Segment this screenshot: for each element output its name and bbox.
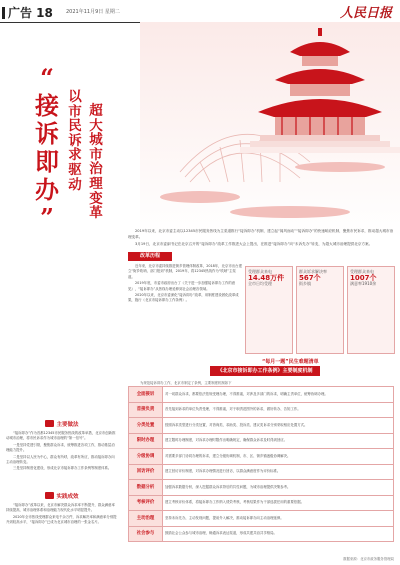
headline-char: “ (40, 63, 54, 92)
practice-paragraph: “接诉即办”作为首都12345市民服务热线的改革举措，北京市创新推动城市治理，将市民诉求作为城市治理的“第一信号”。 (6, 431, 116, 441)
table-row (129, 433, 394, 449)
table-row (129, 402, 394, 418)
row-key: 全面接诉 (129, 387, 163, 403)
headline-char: 接 (35, 91, 59, 120)
row-key: 分级协调 (129, 449, 163, 465)
newspaper-logo: 人民日报 (339, 6, 392, 21)
stat-tail: 街乡镇 (299, 281, 311, 286)
sub-char: 市 (68, 103, 82, 120)
headline-sub-1 (67, 90, 83, 192)
sub-char: 求 (68, 147, 82, 164)
table-row (129, 449, 394, 465)
stat-value: 14.48万件 (248, 274, 285, 282)
regulation-table (128, 386, 394, 542)
row-key: 考核评价 (129, 495, 163, 511)
row-key: 首接负责 (129, 402, 163, 418)
results-paragraph: 2020年全市热线受理群众来电千余万件，诉求解决率和满意率分别提升到较高水平，“接诉即办”已成为北京城市治理的一张金名片。 (6, 514, 117, 525)
row-text: 对需要多部门协同办理的诉求，建立分级协调机制，市、区、街乡镇逐级协调解决。 (163, 449, 394, 465)
reform-text (128, 264, 242, 305)
table-row (129, 511, 394, 527)
stat-box (347, 266, 395, 354)
section-icon (45, 492, 54, 499)
row-text: 按照诉求类型进行分类处置，对咨询类、求助类、投诉类、建议类诉求分别采取相应处置方式。 (163, 418, 394, 434)
illustration-caption: “每月一题”民生难题清单 (262, 359, 319, 365)
sub-char: 超 (89, 103, 103, 119)
section-heading (6, 492, 118, 501)
header-illustration (140, 22, 400, 237)
row-key: 主动治理 (129, 511, 163, 527)
table-note: 为规范接诉即办工作，北京市制定了条例，主要制度机制如下 (140, 381, 232, 385)
section-heading-text: 实践成效 (56, 494, 79, 500)
section-heading-text: 主要做法 (56, 422, 79, 428)
results-text (6, 503, 118, 527)
stat-box (296, 266, 344, 354)
practice-text (6, 431, 118, 473)
headline-sub-2 (88, 104, 104, 221)
practice-paragraph: 二是坚持以人民为中心，群众有所呼，改革有所应，推动接诉即办向主动治理转变。 (6, 454, 115, 465)
intro-text (128, 228, 396, 249)
headline-char: 办 (35, 175, 59, 204)
stat-label: 群众诉求解决率 (299, 269, 327, 274)
headline-char: 诉 (35, 119, 59, 148)
sub-char: 动 (68, 176, 82, 193)
issue-date: 2021年11月9日 星期二 (66, 9, 120, 15)
sub-char: 变 (89, 190, 103, 207)
sub-char: 以 (68, 89, 82, 105)
reform-title: 改革历程 (128, 252, 172, 261)
sub-char: 治 (89, 161, 103, 178)
sub-char: 市 (89, 146, 103, 163)
intro-paragraph: 2019年以来，北京市委主动以12345市民服务热线为主渠道推行“接诉即办”机制，建立起“闻风而动”“接诉即办”的快速响应机制，聚焦市民诉求，推动超大城市治理变革。 (128, 229, 394, 240)
sub-char: 城 (89, 132, 103, 149)
table-row (129, 480, 394, 496)
row-text: 坚持未诉先办，主动发现问题，提前介入解决，推动接诉即办向主动治理延伸。 (163, 511, 394, 527)
practice-paragraph: 三是坚持制度化建设，形成北京市接诉即办工作条例等制度体系。 (13, 466, 112, 471)
table-row (129, 495, 394, 511)
table-row (129, 387, 394, 403)
page-header (0, 0, 400, 23)
sub-char: 革 (89, 205, 103, 222)
reform-paragraph: 2020年以来，北京市委深化“接诉即办”改革，用制度建设固化改革成果，施行《北京市接诉即办工作条例》。 (128, 293, 239, 303)
section-heading (6, 420, 118, 429)
stat-value: 567个 (299, 274, 321, 282)
table-row (129, 526, 394, 542)
practice-paragraph: 一是坚持党建引领，聚焦群众诉求，统筹推进各项工作，推动基层治理能力提升。 (6, 442, 115, 453)
sub-char: 诉 (68, 132, 82, 149)
section-icon (45, 420, 54, 427)
row-text: 鼓励社会公众参与城市治理，畅通诉求表达渠道，形成共建共治共享格局。 (163, 526, 394, 542)
section-bar (2, 7, 5, 19)
section-label (2, 4, 53, 21)
source-footer: 数据来源：北京市政务服务管理局 (343, 557, 394, 561)
row-key: 回访评价 (129, 464, 163, 480)
row-text: 加强诉求数据分析，深入挖掘群众诉求背后的共性问题，为城市治理提供决策参考。 (163, 480, 394, 496)
headline-char: 即 (35, 147, 59, 176)
row-key: 社会参与 (129, 526, 163, 542)
row-text: 建立限时办理制度，对诉求办理时限作出明确规定，确保群众诉求及时得到回应。 (163, 433, 394, 449)
reform-paragraph: 近年来，北京市委持续推进街乡管理体制改革，2018年，北京市出台建立“街乡吹哨、部门报到”机制，2019年，将12345热线作为“吹哨”主渠道。 (128, 264, 242, 279)
table-row (129, 464, 394, 480)
headline-char: ” (40, 203, 54, 232)
reform-paragraph: 2019年底，市委市政府出台了《关于进一步加强接诉即办工作的意见》，“接诉即办”从热线办理延伸到社会治理各领域。 (128, 281, 236, 291)
row-key: 限时办理 (129, 433, 163, 449)
row-key: 分类处置 (129, 418, 163, 434)
row-text: 建立回访评价制度，对诉求办理情况进行回访，以群众满意度作为评价标准。 (163, 464, 394, 480)
row-text: 对一切群众诉求，都要依法依规受理办理，不得推诿，对涉及多部门的诉求，明确主责单位，统筹协调办理。 (163, 387, 394, 403)
stat-label: 受理群众来电 (350, 269, 374, 274)
intro-paragraph: 3月19日，北京市委副书记在北京召开的“接诉即办”改革工作推进大会上提出，在推进“接诉即办”向“未诉先办”转变，为超大城市治理提供北京方案。 (135, 242, 373, 247)
table-title: 《北京市接诉即办工作条例》主要制度机制 (210, 366, 320, 376)
stat-value: 1007个 (350, 274, 377, 282)
section-title: 广告 18 (8, 6, 53, 20)
results-paragraph: “接诉即办”改革以来，北京市解决群众诉求率不断提升，群众满意率持续提高，城市治理体系和治理能力现代化水平明显提升。 (6, 503, 115, 513)
row-text: 首先接到诉求的单位负责受理，不得推诿，对于职责范围外的诉求，做好转办、告知工作。 (163, 402, 394, 418)
sub-char: 大 (89, 117, 103, 134)
temple-of-heaven-icon (140, 22, 400, 237)
headline-main (30, 63, 64, 232)
stat-tail: 全市日均受理 (248, 281, 272, 286)
stat-label: 受理群众来电 (248, 269, 272, 274)
table-row (129, 418, 394, 434)
stat-box (245, 266, 293, 354)
sub-char: 民 (68, 118, 82, 135)
sub-char: 理 (89, 175, 103, 192)
row-text: 建立考核评价体系，将接诉即办工作纳入绩效考核，考核结果作为干部选拔任用的重要依据。 (163, 495, 394, 511)
stat-tail: 满意率1910余 (350, 281, 377, 286)
row-key: 数据分析 (129, 480, 163, 496)
sub-char: 驱 (68, 161, 82, 178)
